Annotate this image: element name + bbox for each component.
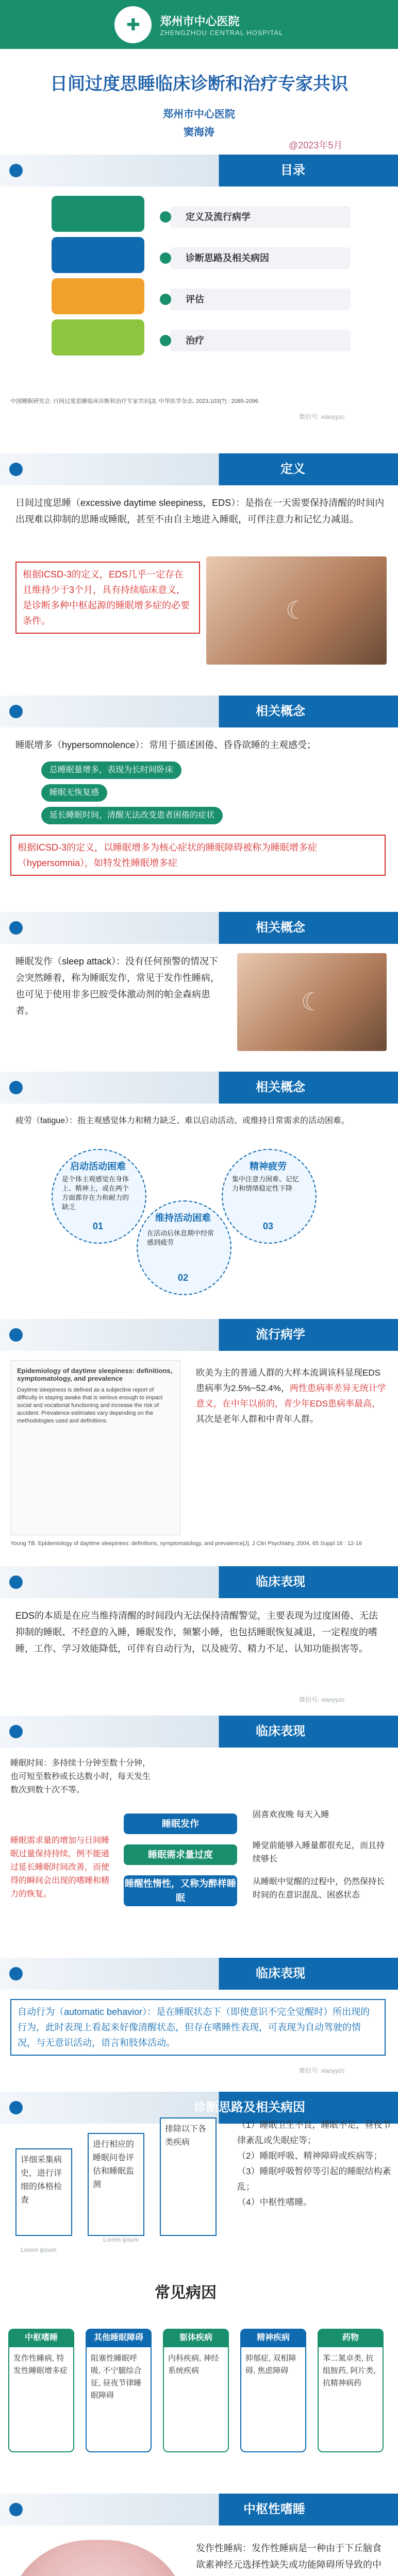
- paper-title: Epidemiology of daytime sleepiness: definitions, symptomatology, and prevalence: [17, 1367, 173, 1382]
- section-bullet-icon: [9, 1725, 23, 1738]
- related3-text: 疲劳（fatigue）：指主观感觉体力和精力缺乏、难以启动活动、或维持日常需求的活动困难。: [15, 1116, 350, 1125]
- cause-card-text: 抑郁症, 双相障碍, 焦虑障碍: [245, 2354, 296, 2375]
- toc-decoration-3: [52, 278, 144, 314]
- cause-card: [8, 2329, 74, 2452]
- epidemiology-text-1: 欧美为主的普通人群的大样本流调该科显现EDS患病率为2.5%~52.4%，: [196, 1368, 380, 1393]
- flow-box-sleep-attack: 睡眠发作: [124, 1814, 237, 1834]
- section-bullet-icon: [9, 2503, 23, 2516]
- toc: [46, 175, 356, 392]
- section-bar-definition: [0, 453, 398, 485]
- paper-body: Daytime sleepiness is defined as a subjective report of difficulty in staying awake that is serious enough to impact social and vocational functioning and increase the risk of accident. Prevalence estimates vary depending on the methodologies used and definitions.: [17, 1387, 163, 1424]
- diagnosis-list: [237, 2117, 392, 2210]
- sleeping-person-photo: [206, 556, 387, 665]
- cause-card-head: 其他睡眠障碍: [86, 2329, 152, 2347]
- clinical2-left-bottom: 睡眠需求量的增加与日间睡眠过量保持持续，例不能通过延长睡眠时间改善，而使得的瞬间会出现的嗜睡和精力的恢复。: [10, 1836, 110, 1899]
- cause-card-head: 药物: [318, 2329, 384, 2347]
- diagnosis-list-item: （2）睡眠呼吸、精神障碍或疾病等；: [237, 2151, 383, 2161]
- related1-pill: 延长睡眠时间，清醒无法改变患者困倦的症状: [41, 807, 223, 824]
- section-title: 目录: [280, 163, 305, 177]
- section-title: 相关概念: [256, 921, 305, 935]
- organization: 郑州市中心医院: [163, 109, 235, 120]
- section-title: 临床表现: [256, 1967, 305, 1980]
- document-title: 日间过度思睡临床诊断和治疗专家共识: [50, 74, 348, 94]
- watermark-date: @2023年5月: [289, 140, 343, 150]
- epidemiology-text-2: 两性患病率差异无统计学意义，在中年以前的，青少年EDS患病率最高，: [196, 1383, 386, 1409]
- section-bullet-icon: [9, 1575, 23, 1589]
- sleeping-child-photo: [237, 953, 387, 1051]
- section-bullet-icon: [9, 1081, 23, 1094]
- section-bullet-icon: [9, 1328, 23, 1342]
- section-bar-related-3: [0, 1072, 398, 1104]
- brand-text: [160, 13, 283, 37]
- related1-text: 睡眠增多（hypersomnolence）：常用于描述困倦、昏昏欲睡的主观感受；: [15, 740, 317, 750]
- related1-pill: 总睡眠量增多，表现为长时间卧床: [41, 761, 181, 779]
- diagnosis-step-2: 进行相应的睡眠问卷评估和睡眠监测: [88, 2133, 144, 2236]
- watermark: 微信号: xiaoyyzc: [299, 413, 345, 420]
- clinical1-text: EDS的本质是在应当维持清醒的时间段内无法保持清醒警觉，主要表现为过度困倦、无法抑制的睡眠、不经意的入睡，睡眠发作，频繁小睡，也包括睡眠恢复减退，一定程度的嗜睡，工作、学习效能降低，可伴有自动行为，以及疲劳、精力不足、认知功能损害等。: [15, 1611, 378, 1654]
- fatigue-circle-3-title: 维持活动困难: [155, 1213, 211, 1223]
- section-title: 中枢性嗜睡: [243, 2502, 305, 2516]
- cause-card: [318, 2329, 384, 2452]
- cause-card: [163, 2329, 229, 2452]
- toc-item[interactable]: 治疗: [170, 330, 351, 351]
- section-title: 临床表现: [256, 1575, 305, 1589]
- section-bar-related-1: [0, 696, 398, 727]
- section-bar-epidemiology: [0, 1319, 398, 1351]
- section-bullet-icon: [9, 2101, 23, 2114]
- section-title: 流行病学: [256, 1328, 305, 1342]
- clinical2-right-1: 固喜欢夜晚 每天入睡: [253, 1810, 329, 1819]
- fatigue-circle-3-num: 02: [177, 1273, 189, 1283]
- central-text: 发作性睡病：发作性睡病是一种由于下丘脑食欲素神经元选择性缺失或功能障碍所导致的中: [196, 2543, 382, 2570]
- section-bar-clinical-1: [0, 1566, 398, 1598]
- flow-box-sleep-inertia: 睡醒性惰性，又称为醉样睡眠: [124, 1875, 237, 1906]
- flow-box-sleep-need: 睡眠需求量过度: [124, 1844, 237, 1865]
- toc-item[interactable]: 诊断思路及相关病因: [170, 247, 351, 269]
- toc-decoration-1: [52, 196, 144, 232]
- clinical2-right-2: 睡觉前能够入睡量都很充足，而且持续够长: [253, 1841, 385, 1863]
- fatigue-circle-2-num: 03: [262, 1221, 274, 1231]
- toc-reference: 中国睡眠研究会. 日间过度思睡临床诊断和治疗专家共识[J]. 中华医学杂志, 2023,103(?) : 2085-2096: [10, 398, 259, 404]
- toc-decoration-4: [52, 319, 144, 355]
- section-bar-common: [0, 2277, 398, 2309]
- section-title: 相关概念: [256, 704, 305, 718]
- fatigue-circle-3-text: 在活动后休息期中经常感到疲劳: [147, 1229, 214, 1246]
- author: 窦海涛: [184, 127, 214, 138]
- section-title: 临床表现: [256, 1724, 305, 1738]
- epidemiology-text-3: 其次是老年人群和中青年人群。: [196, 1414, 319, 1424]
- section-bullet-icon: [9, 164, 23, 177]
- clinical2-right-3: 从睡眠中觉醒的过程中，仍然保持长时间的在意识混乱、困惑状态: [253, 1877, 385, 1900]
- hospital-logo-icon: ✚: [114, 6, 152, 43]
- watermark: 微信号: xiaoyyzc: [299, 2067, 345, 2074]
- paper-excerpt: [10, 1360, 180, 1535]
- fatigue-circle-1-num: 01: [92, 1221, 104, 1231]
- cause-card-head: 躯体疾病: [163, 2329, 229, 2347]
- related1-highlight: 根据ICSD-3的定义，以睡眠增多为核心症状的睡眠障碍被称为睡眠增多症（hypersomnia），如特发性睡眠增多症: [10, 835, 386, 876]
- cause-card-text: 阻塞性睡眠呼吸, 不宁腿综合征, 昼夜节律睡眠障碍: [91, 2354, 142, 2400]
- section-title: 常见病因: [155, 2284, 217, 2301]
- section-bar-clinical-3: [0, 1958, 398, 1990]
- diagnosis-list-item: （3）睡眠呼吸暂停等引起的睡眠结构紊乱；: [237, 2166, 391, 2192]
- diagnosis-lorem-1: Lorem ipsum: [21, 2246, 57, 2253]
- epidemiology-text: [196, 1365, 387, 1427]
- section-bullet-icon: [9, 705, 23, 718]
- photo-placeholder-icon: ☾: [301, 989, 323, 1016]
- section-title: 诊断思路及相关病因: [194, 2100, 305, 2114]
- hospital-sub: ZHENGZHOU CENTRAL HOSPITAL: [160, 28, 284, 37]
- clinical2-left-top: 睡眠时间：多持续十分钟至数十分钟，也可短至数秒或长达数小时，每天发生数次到数十次不等。: [10, 1759, 151, 1794]
- cause-card: [240, 2329, 306, 2452]
- section-title: 相关概念: [256, 1080, 305, 1094]
- cause-card-text: 发作性睡病, 特发性睡眠增多症: [13, 2354, 68, 2375]
- fatigue-circle-1-text: 是个体主观感觉在身体上、精神上，或在两个方面都存在力和耐力的缺乏: [62, 1175, 129, 1211]
- brain-illustration: [10, 2540, 186, 2576]
- clinical3-highlight: 自动行为（automatic behavior）：是在睡眠状态下（即使意识不完全觉醒时）所出现的行为，此时表现上看起来好像清醒状态，但存在嗜睡性表现，可表现为自动驾驶的情况，与无意识活动，语言和肢体活动。: [10, 1999, 386, 2056]
- diagnosis-lorem-2: Lorem ipsum: [103, 2236, 139, 2243]
- section-bullet-icon: [9, 463, 23, 476]
- section-bullet-icon: [9, 1967, 23, 1980]
- watermark: 微信号: xiaoyyzc: [299, 1696, 345, 1703]
- toc-decoration-2: [52, 237, 144, 273]
- cause-card-head: 中枢嗜睡: [8, 2329, 74, 2347]
- definition-highlight: 根据ICSD-3的定义，EDS几乎一定存在且维持少于3个月，具有持续临床意义，是诊断多种中枢起源的睡眠增多症的必要条件。: [15, 562, 200, 634]
- section-bar-clinical-2: [0, 1716, 398, 1748]
- cause-card-text: 苯二氮卓类, 抗组胺药, 阿片类, 抗精神病药: [323, 2354, 376, 2387]
- diagnosis-step-1: 详细采集病史，进行详细的体格检查: [15, 2148, 72, 2236]
- related1-pill: 睡眠无恢复感: [41, 784, 107, 802]
- fatigue-circle-1-title: 启动活动困难: [70, 1161, 126, 1172]
- section-bar-central: [0, 2494, 398, 2526]
- cause-card: [86, 2329, 152, 2452]
- fatigue-circle-2-title: 精神疲劳: [250, 1161, 287, 1172]
- fatigue-circle-2-text: 集中注意力困难、记忆力和情绪稳定性下降: [232, 1175, 300, 1192]
- hospital-name: 郑州市中心医院: [160, 14, 240, 28]
- section-title: 定义: [280, 462, 305, 476]
- definition-text: 日间过度思睡（excessive daytime sleepiness，EDS）：是指在一天需要保持清醒的时间内出现难以抑制的思睡或睡眠，甚至不由自主地进入睡眠，可伴注意力和记忆力减退。: [15, 498, 385, 524]
- toc-item[interactable]: 评估: [170, 289, 351, 310]
- epidemiology-reference: Young TB. Epidemiology of daytime sleepiness: definitions, symptomatology, and prevalence[J]. J Clin Psychiatry, 2004, 65 Suppl 16 : 12-16: [10, 1540, 362, 1547]
- diagnosis-list-item: （4）中枢性嗜睡。: [237, 2197, 312, 2207]
- diagnosis-list-item: （1）睡眠卫生不良，睡眠不足，昼夜节律紊乱或失眠症等；: [237, 2120, 391, 2145]
- section-bar-related-2: [0, 912, 398, 944]
- toc-item[interactable]: 定义及流行病学: [170, 206, 351, 228]
- header-banner: [0, 0, 398, 49]
- cause-card-text: 内科疾病, 神经系统疾病: [168, 2354, 219, 2375]
- cause-card-head: 精神疾病: [240, 2329, 306, 2347]
- diagnosis-step-3: 排除以下各类疾病: [160, 2117, 217, 2236]
- section-bullet-icon: [9, 921, 23, 935]
- related2-text: 睡眠发作（sleep attack）：没有任何预警的情况下会突然睡着，称为睡眠发作，常见于发作性睡病，也可见于使用非多巴胺受体激动剂的帕金森病患者。: [15, 956, 220, 1016]
- photo-placeholder-icon: ☾: [285, 597, 308, 624]
